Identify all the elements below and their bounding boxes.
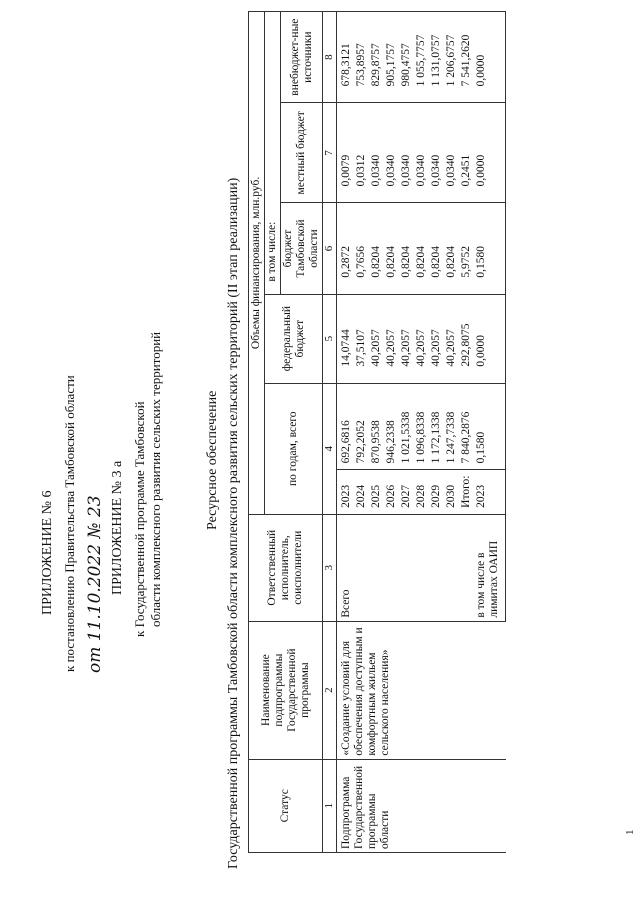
regional-cell: 0,8204 xyxy=(369,203,384,294)
local-cell: 0,0340 xyxy=(429,103,444,203)
federal-cell: 40,2057 xyxy=(414,294,429,383)
federal-cell: 40,2057 xyxy=(384,294,399,383)
header-executor: Ответственный исполнитель, соисполнители xyxy=(249,514,323,621)
year-cell: 2027 xyxy=(399,470,414,514)
total-cell: 1 096,8338 xyxy=(414,383,429,470)
col-number-3: 3 xyxy=(323,514,337,621)
year-cell: 2025 xyxy=(369,470,384,514)
federal-cell: 292,8075 xyxy=(459,294,474,383)
extra-cell: 1 206,6757 xyxy=(444,12,459,103)
extra-cell: 980,4757 xyxy=(399,12,414,103)
year-cell: Итого: xyxy=(459,470,474,514)
local-cell: 0,0312 xyxy=(354,103,369,203)
year-cell: 2023 xyxy=(337,470,355,514)
extra-cell: 678,3121 xyxy=(337,12,355,103)
local-cell: 0,0340 xyxy=(384,103,399,203)
total-cell: 870,9538 xyxy=(369,383,384,470)
year-cell: 2028 xyxy=(414,470,429,514)
federal-cell: 40,2057 xyxy=(369,294,384,383)
federal-cell: 40,2057 xyxy=(399,294,414,383)
total-cell: 946,2338 xyxy=(384,383,399,470)
year-cell: 2030 xyxy=(444,470,459,514)
total-cell: 1 021,5338 xyxy=(399,383,414,470)
federal-cell: 40,2057 xyxy=(429,294,444,383)
federal-cell: 14,0744 xyxy=(337,294,355,383)
total-cell: 7 840,2876 xyxy=(459,383,474,470)
col-number-6: 6 xyxy=(323,203,337,294)
col-number-7: 7 xyxy=(323,103,337,203)
local-cell: 0,0000 xyxy=(474,103,506,203)
extra-cell: 829,8757 xyxy=(369,12,384,103)
section-title: Ресурсное обеспечение xyxy=(205,390,220,530)
regional-cell: 0,8204 xyxy=(429,203,444,294)
extra-cell: 7 541,2620 xyxy=(459,12,474,103)
year-cell: 2026 xyxy=(384,470,399,514)
col-number-2: 2 xyxy=(323,621,337,759)
regional-cell: 0,8204 xyxy=(444,203,459,294)
year-cell: 2023 xyxy=(474,470,506,514)
col-number-1: 1 xyxy=(323,759,337,852)
header-local: местный бюджет xyxy=(281,103,323,203)
col-number-8: 8 xyxy=(323,12,337,103)
total-cell: 1 247,7338 xyxy=(444,383,459,470)
executor-cell: Всего xyxy=(337,514,475,621)
regional-cell: 0,8204 xyxy=(414,203,429,294)
year-cell: 2024 xyxy=(354,470,369,514)
total-cell: 0,1580 xyxy=(474,383,506,470)
local-cell: 0,0340 xyxy=(399,103,414,203)
resource-table xyxy=(248,11,506,853)
appendix2-line1: к Государственной программе Тамбовской xyxy=(132,401,147,637)
regional-cell: 0,8204 xyxy=(399,203,414,294)
extra-cell: 753,8957 xyxy=(354,12,369,103)
header-status: Статус xyxy=(249,759,323,852)
total-cell: 792,2052 xyxy=(354,383,369,470)
local-cell: 0,0340 xyxy=(444,103,459,203)
oaip-label-cell: в том числе в лимитах ОАИП xyxy=(474,514,506,621)
extra-cell: 1 131,0757 xyxy=(429,12,444,103)
year-cell: 2029 xyxy=(429,470,444,514)
margin-note: 1 xyxy=(624,829,636,835)
total-cell: 1 172,1338 xyxy=(429,383,444,470)
regional-cell: 0,8204 xyxy=(384,203,399,294)
regional-cell: 0,7656 xyxy=(354,203,369,294)
local-cell: 0,0340 xyxy=(369,103,384,203)
appendix-title: ПРИЛОЖЕНИЕ № 6 xyxy=(40,490,55,615)
header-extra: внебюджет-ные источники xyxy=(281,12,323,103)
regional-cell: 0,1580 xyxy=(474,203,506,294)
local-cell: 0,0340 xyxy=(414,103,429,203)
federal-cell: 40,2057 xyxy=(444,294,459,383)
section-subtitle: Государственной программы Тамбовской области комплексного развития сельских территорий (II этап реализации) xyxy=(226,177,241,869)
federal-cell: 0,0000 xyxy=(474,294,506,383)
appendix-subtitle: к постановлению Правительства Тамбовской области xyxy=(62,375,77,672)
extra-cell: 0,0000 xyxy=(474,12,506,103)
table-row xyxy=(337,12,355,853)
header-including: в том числе: xyxy=(265,12,281,295)
extra-cell: 905,1757 xyxy=(384,12,399,103)
handwritten-date-number: от 11.10.2022 № 23 xyxy=(85,495,105,673)
appendix2-title: ПРИЛОЖЕНИЕ № 3 а xyxy=(110,460,125,595)
local-cell: 0,0079 xyxy=(337,103,355,203)
regional-cell: 0,2872 xyxy=(337,203,355,294)
total-cell: 692,6816 xyxy=(337,383,355,470)
header-federal: федеральный бюджет xyxy=(265,294,323,383)
header-name: Наименование подпрограммы Государственной программы xyxy=(249,621,323,759)
col-number-4: 4 xyxy=(323,383,337,514)
appendix2-line2: области комплексного развития сельских территорий xyxy=(148,331,163,627)
local-cell: 0,2451 xyxy=(459,103,474,203)
header-regional: бюджет Тамбовской области xyxy=(281,203,323,294)
extra-cell: 1 055,7757 xyxy=(414,12,429,103)
federal-cell: 37,5107 xyxy=(354,294,369,383)
status-cell: Подпрограмма Государственной программы области xyxy=(337,759,506,852)
header-funding: Объемы финансирования, млн.руб. xyxy=(249,12,265,515)
col-number-5: 5 xyxy=(323,294,337,383)
regional-cell: 5,9752 xyxy=(459,203,474,294)
header-by-year: по годам, всего xyxy=(265,383,323,514)
subprogram-name-cell: «Создание условий для обеспечения доступным и комфортным жильем сельского населения» xyxy=(337,621,506,759)
